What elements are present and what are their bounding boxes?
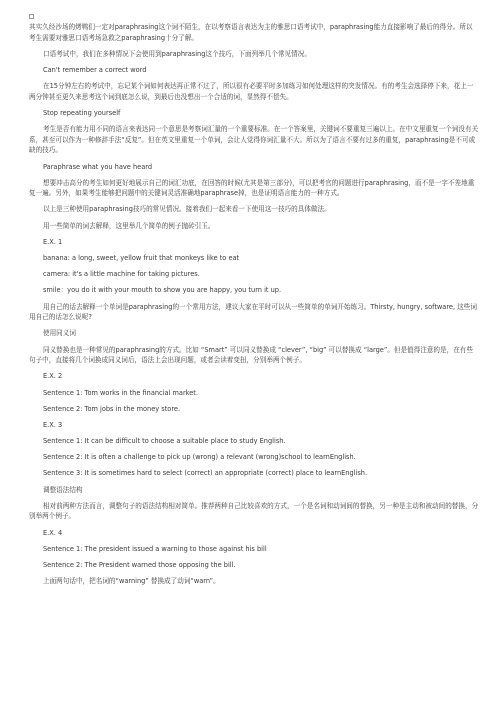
paragraph: 用自己的话去解释一个单词是paraphrasing的一个常用方法，建议大家在平时可以从一些简单的单词开始练习。Thirsty, hungry, software, 这些词用自己的话怎么说呢? bbox=[29, 302, 477, 322]
paragraph: Sentence 2: The President warned those opposing the bill. bbox=[43, 561, 236, 569]
paragraph: banana: a long, sweet, yellow fruit that monkeys like to eat bbox=[43, 254, 240, 263]
paragraph: 使用同义词 bbox=[43, 329, 76, 338]
paragraph: E.X. 4 bbox=[43, 528, 63, 537]
paragraph: 用一些简单的词去解释，这里举几个简单的例子抛砖引玉。 bbox=[43, 221, 215, 230]
paragraph: Sentence 2: It is often a challenge to pick up (wrong) a relevant (wrong)school to learnEnglish. bbox=[43, 453, 356, 462]
paragraph: Can't remember a correct word bbox=[43, 65, 147, 74]
paragraph: 以上是三种使用paraphrasing技巧的常见情况。接着我们一起来看一下使用这一技巧的具体做法。 bbox=[43, 205, 331, 214]
paragraph: Sentence 1: It can be difficult to choose a suitable place to study English. bbox=[43, 437, 286, 446]
paragraph: E.X. 2 bbox=[43, 372, 63, 381]
paragraph: 考生是否有能力用不同的语言来表达同一个意思是考察词汇量的一个重要标准。在一个答案里，关键词不要重复三遍以上。在中文里重复一个词没有关系，甚至可以作为一种修辞手法“反复”。但在英文里重复一个单词，会让人觉得你词汇量不大。所以为了语言不要有过多的重复，paraphrasing是不可或缺的技巧。 bbox=[29, 125, 479, 155]
paragraph: 同义替换也是一种常见的paraphrasing的方式。比如 “Smart” 可以同义替换成 “clever”, “big” 可以替换成 “large”。但是值得注意的是，在有些句子中，直接将几个词换成同义词后，语法上会出现问题，或者会读着变扭，分别举两个例子。 bbox=[29, 345, 473, 365]
paragraph: E.X. 3 bbox=[43, 420, 63, 429]
document-body bbox=[29, 22, 479, 587]
paragraph: 上面两句话中，把名词的“warning” 替换成了动词“warn”。 bbox=[43, 577, 220, 586]
paragraph: 相对前两种方法而言，调整句子的语法结构相对简单。推荐两种自己比较喜欢的方式，一个是名词和动词间的替换，另一种是主动和被动间的替换，分别举两个例子。 bbox=[29, 501, 479, 521]
paragraph: smile：you do it with your mouth to show you are happy, you turn it up. bbox=[43, 286, 282, 295]
paragraph: 口语考试中，我们在多种情况下会使用到paraphrasing这个技巧，下面列举几个常见情况。 bbox=[43, 49, 311, 58]
paragraph: E.X. 1 bbox=[43, 237, 63, 246]
paragraph: Sentence 1: Tom works in the financial market. bbox=[43, 388, 198, 397]
paragraph: camera: it's a little machine for taking pictures. bbox=[43, 270, 200, 279]
paragraph: 在15分钟左右的考试中，忘记某个词如何表达再正常不过了，所以很有必要平时多加练习如何处理这样的突发情况。有的考生会选择停下来，花上一两分钟甚至更久来思考这个词到底怎么说，到最后也没想出一个合适的词，显然得不偿失。 bbox=[29, 82, 474, 101]
paragraph: Paraphrase what you have heard bbox=[43, 162, 153, 171]
paragraph: Sentence 3: It is sometimes hard to select (correct) an appropriate (correct) place to learnEnglish. bbox=[43, 469, 368, 478]
paragraph: Sentence 2: Tom jobs in the money store. bbox=[43, 404, 181, 413]
paragraph: 调整语法结构 bbox=[43, 485, 83, 494]
paragraph: Sentence 1: The president issued a warning to those against his bill bbox=[43, 544, 267, 553]
paragraph: 想要冲击高分的考生如何更好地展示自己的词汇功底，在回答的时候(尤其是第三部分)，可以把考官的问题进行paraphrasing，而不是一字不差地重复一遍。另外，如果考生能够把问题中的关键词灵活准确地paraphrase掉，也是证明语言能力的一种方式。 bbox=[29, 178, 475, 198]
paragraph: Stop repeating yourself bbox=[43, 108, 121, 117]
corner-mark-icon bbox=[29, 14, 34, 19]
paragraph: 其实久经沙场的烤鸭们一定对paraphrasing这个词不陌生，在以考察语言表达为主的雅思口语考试中，paraphrasing能力直接影响了最后的得分。所以考生需要对雅思口语考场急救之paraphrasing十分了解。 bbox=[29, 23, 473, 42]
